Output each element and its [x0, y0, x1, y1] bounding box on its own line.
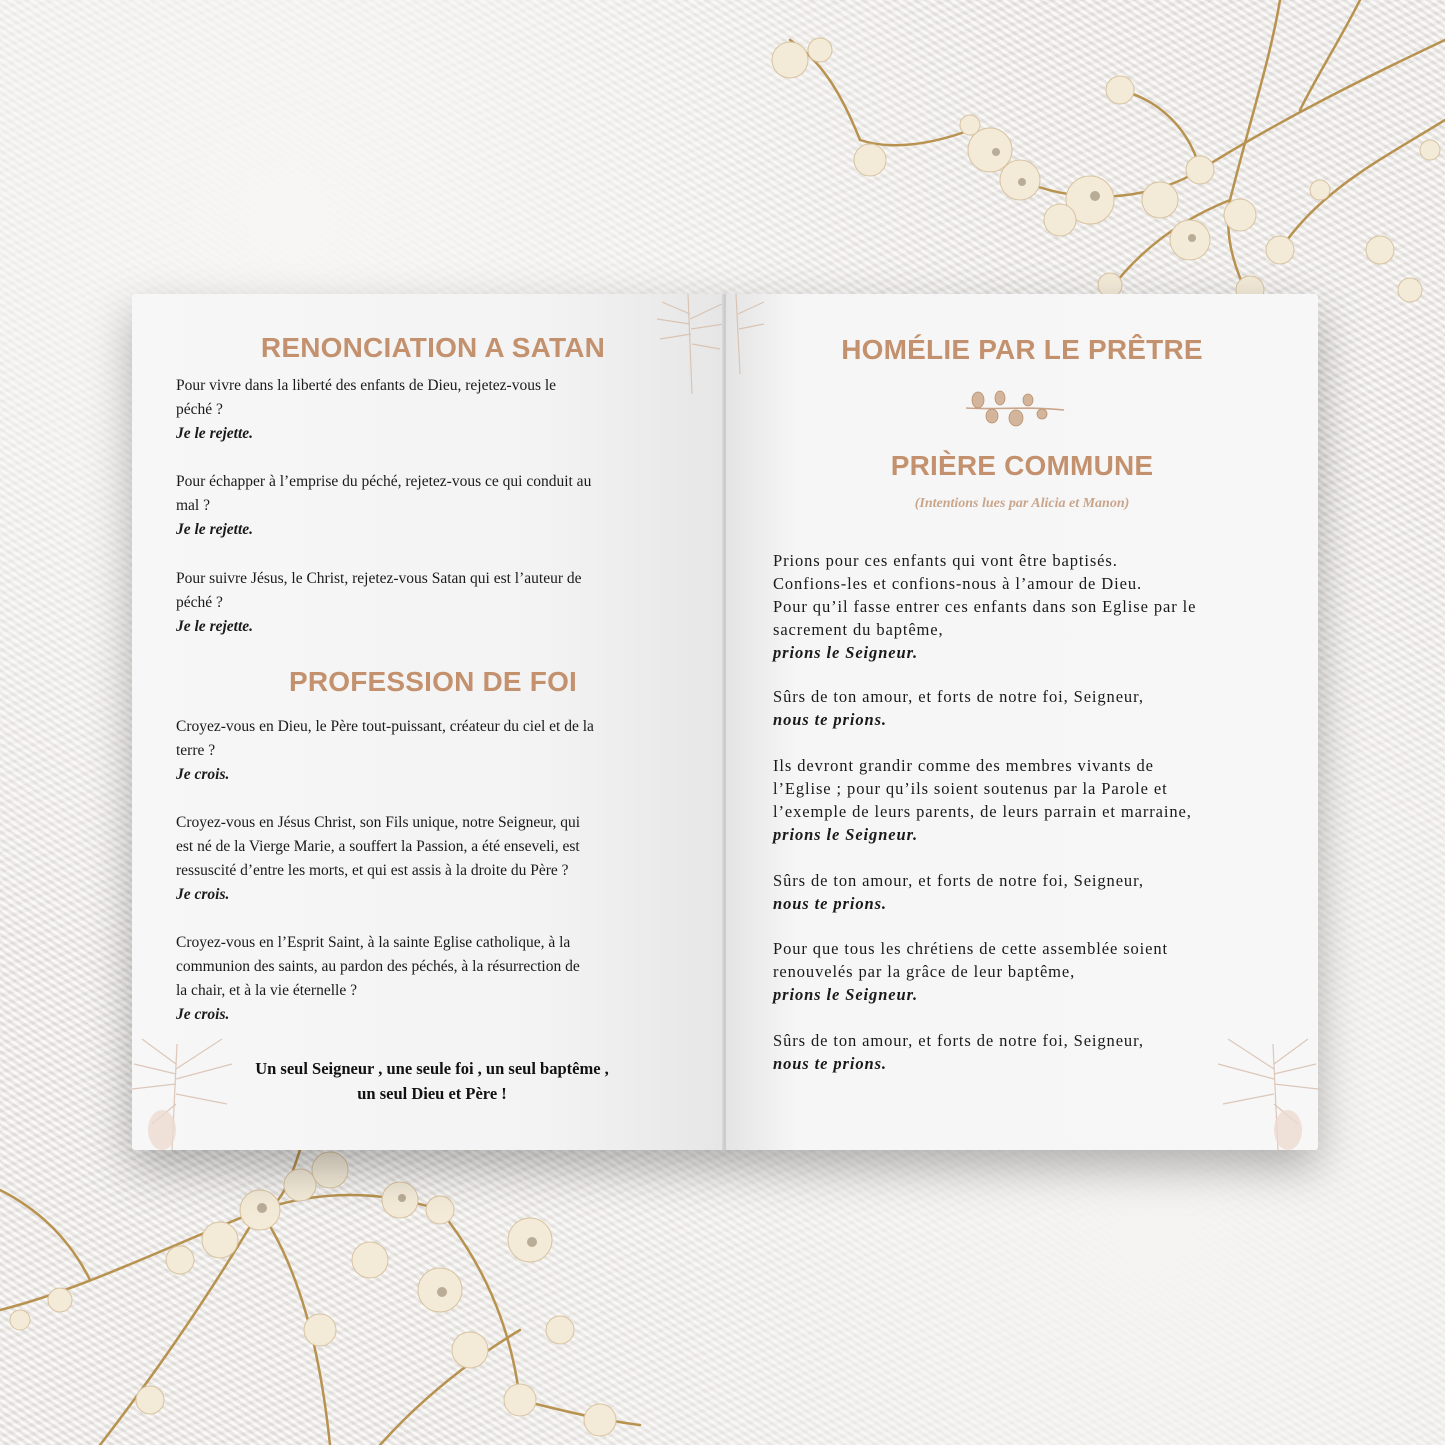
intention-line: Confions-les et confions-nous à l’amour de Dieu.	[773, 574, 1143, 593]
response-text: prions le Seigneur.	[773, 643, 919, 662]
homelie-heading: HOMÉLIE PAR LE PRÊTRE	[841, 334, 1203, 365]
question-line: Croyez-vous en Dieu, le Père tout-puissant, créateur du ciel et de la	[176, 718, 594, 735]
response-text: Je le rejette.	[176, 618, 254, 635]
gypsophila-bottom-left-decoration	[0, 1150, 700, 1445]
profession-item	[176, 811, 656, 907]
response-text: nous te prions.	[773, 1054, 887, 1073]
renonciation-item	[176, 567, 656, 639]
priere-subtitle: (Intentions lues par Alicia et Manon)	[914, 496, 1130, 511]
renonciation-item	[176, 470, 656, 542]
priere-heading: PRIÈRE COMMUNE	[890, 450, 1154, 481]
intention-line: l’Eglise ; pour qu’ils soient soutenus par la Parole et	[773, 779, 1168, 798]
response-text: prions le Seigneur.	[773, 825, 919, 844]
question-line: Pour échapper à l’emprise du péché, rejetez-vous ce qui conduit au	[176, 473, 592, 490]
closing-line: un seul Dieu et Père !	[357, 1084, 507, 1103]
intention-line: renouvelés par la grâce de leur baptême,	[773, 962, 1076, 981]
question-line: mal ?	[176, 497, 210, 514]
response-text: prions le Seigneur.	[773, 985, 919, 1004]
intention-block	[773, 549, 1273, 664]
intention-line: Sûrs de ton amour, et forts de notre foi, Seigneur,	[773, 871, 1144, 890]
intention-block	[773, 1029, 1273, 1075]
question-line: ressuscité d’entre les morts, et qui est assis à la droite du Père ?	[176, 862, 569, 879]
question-line: terre ?	[176, 742, 216, 759]
response-text: Je crois.	[176, 766, 230, 783]
response-text: Je crois.	[176, 1006, 230, 1023]
question-line: Croyez-vous en Jésus Christ, son Fils unique, notre Seigneur, qui	[176, 814, 581, 831]
response-text: nous te prions.	[773, 710, 887, 729]
intention-line: Sûrs de ton amour, et forts de notre foi, Seigneur,	[773, 687, 1144, 706]
response-text: nous te prions.	[773, 894, 887, 913]
question-line: la chair, et à la vie éternelle ?	[176, 982, 357, 999]
intention-line: Pour qu’il fasse entrer ces enfants dans son Eglise par le	[773, 597, 1197, 616]
renonciation-heading: RENONCIATION A SATAN	[260, 332, 606, 363]
profession-heading: PROFESSION DE FOI	[288, 666, 578, 697]
question-line: est né de la Vierge Marie, a souffert la Passion, a été enseveli, est	[176, 838, 580, 855]
left-page	[132, 294, 724, 1150]
intention-line: sacrement du baptême,	[773, 620, 944, 639]
gypsophila-top-right-decoration	[760, 0, 1445, 310]
open-booklet	[132, 294, 1318, 1150]
intention-line: Sûrs de ton amour, et forts de notre foi, Seigneur,	[773, 1031, 1144, 1050]
question-line: communion des saints, au pardon des péchés, à la résurrection de	[176, 958, 580, 975]
question-line: péché ?	[176, 401, 223, 418]
intention-line: l’exemple de leurs parents, de leurs parrain et marraine,	[773, 802, 1192, 821]
intention-block	[773, 685, 1273, 731]
intention-block	[773, 754, 1273, 846]
eucalyptus-branch-icon	[964, 384, 1068, 434]
question-line: péché ?	[176, 594, 223, 611]
renonciation-item	[176, 374, 656, 446]
intention-line: Prions pour ces enfants qui vont être baptisés.	[773, 551, 1118, 570]
profession-item	[176, 715, 656, 787]
closing-line: Un seul Seigneur , une seule foi , un seul baptême ,	[255, 1059, 609, 1078]
response-text: Je crois.	[176, 886, 230, 903]
response-text: Je le rejette.	[176, 425, 254, 442]
intention-block	[773, 869, 1273, 915]
closing-acclamation	[192, 1056, 672, 1106]
right-page	[726, 294, 1318, 1150]
intention-line: Pour que tous les chrétiens de cette assemblée soient	[773, 939, 1169, 958]
question-line: Pour vivre dans la liberté des enfants de Dieu, rejetez-vous le	[176, 377, 557, 394]
question-line: Croyez-vous en l’Esprit Saint, à la sainte Eglise catholique, à la	[176, 934, 571, 951]
intention-block	[773, 937, 1273, 1006]
profession-item	[176, 931, 656, 1027]
intention-line: Ils devront grandir comme des membres vivants de	[773, 756, 1154, 775]
question-line: Pour suivre Jésus, le Christ, rejetez-vous Satan qui est l’auteur de	[176, 570, 582, 587]
response-text: Je le rejette.	[176, 521, 254, 538]
